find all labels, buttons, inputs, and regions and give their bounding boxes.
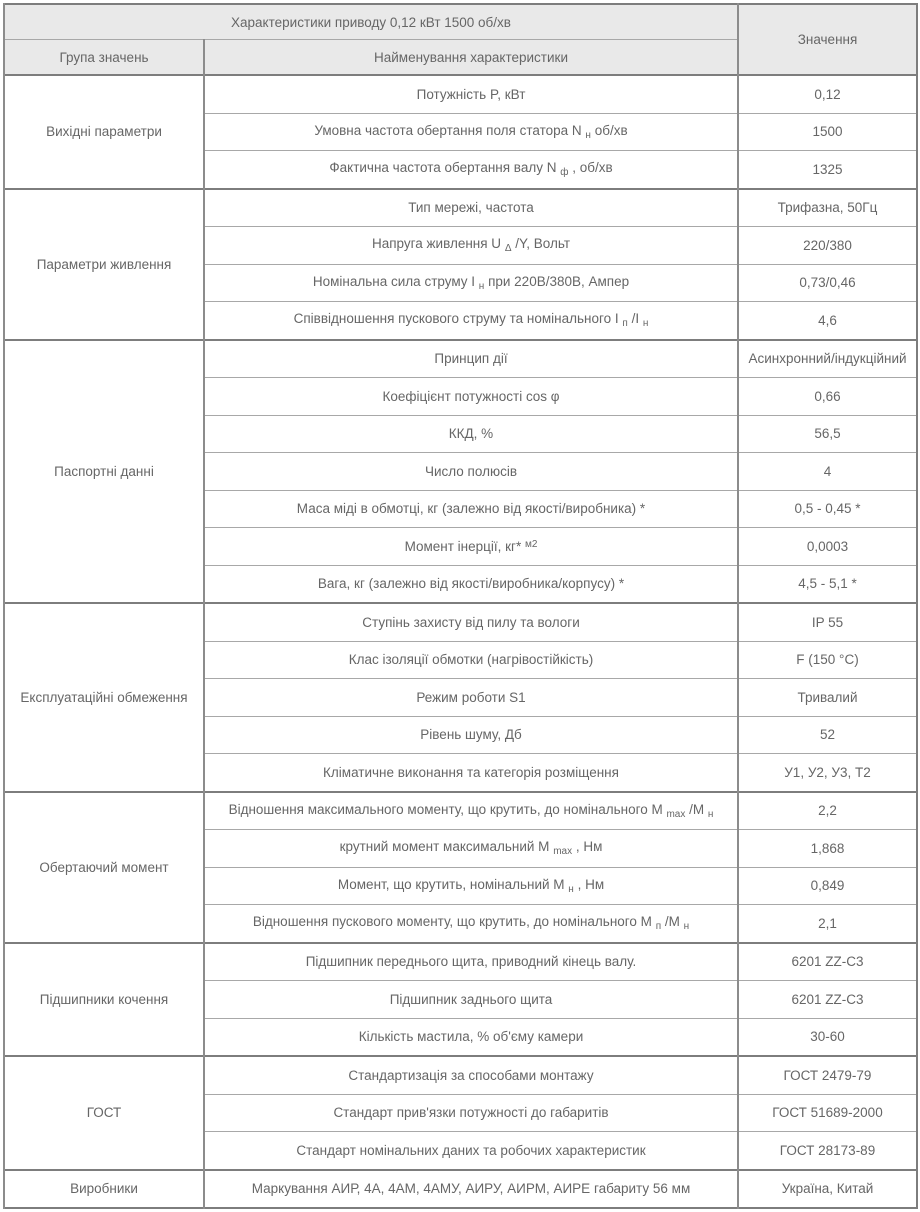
characteristic-cell: Стандартизація за способами монтажу xyxy=(204,1056,738,1094)
table-row xyxy=(4,1170,917,1209)
characteristic-cell: Момент інерції, кг* $^{м2}$ xyxy=(204,528,738,566)
value-cell: 30-60 xyxy=(738,1018,917,1056)
characteristic-column-header: Найменування характеристики xyxy=(204,40,738,76)
group-cell: Підшипники кочення xyxy=(4,943,204,1057)
subscript: max xyxy=(553,846,573,858)
characteristic-cell: Маса міді в обмотці, кг (залежно від якості/виробника) * xyxy=(204,490,738,528)
characteristic-cell: Рівень шуму, Дб xyxy=(204,716,738,754)
characteristic-cell: Кількість мастила, % об'єму камери xyxy=(204,1018,738,1056)
characteristic-cell: Тип мережі, частота xyxy=(204,189,738,227)
table-title: Характеристики приводу 0,12 кВт 1500 об/хв xyxy=(4,4,738,40)
characteristic-cell: Клас ізоляції обмотки (нагрівостійкість) xyxy=(204,641,738,679)
characteristic-cell: Момент, що крутить, номінальний M $_н$ , Нм xyxy=(204,867,738,905)
characteristic-cell: Підшипник переднього щита, приводний кінець валу. xyxy=(204,943,738,981)
value-cell: 1500 xyxy=(738,113,917,151)
value-cell: 0,73/0,46 xyxy=(738,264,917,302)
characteristic-cell: ККД, % xyxy=(204,415,738,453)
table-row xyxy=(4,189,917,227)
value-cell: 56,5 xyxy=(738,415,917,453)
characteristic-cell: Стандарт номінальних даних та робочих характеристик xyxy=(204,1132,738,1170)
value-cell: 4 xyxy=(738,453,917,491)
group-column-header: Група значень xyxy=(4,40,204,76)
spec-table xyxy=(3,3,918,1209)
value-cell: Асинхронний/індукційний xyxy=(738,340,917,378)
characteristic-cell: Співвідношення пускового струму та номінального I $_п$ /I $_н$ xyxy=(204,302,738,340)
characteristic-cell: Відношення пускового моменту, що крутить, до номінального M $_п$ /M $_н$ xyxy=(204,905,738,943)
subscript: п xyxy=(655,921,662,933)
table-row xyxy=(4,943,917,981)
characteristic-cell: Напруга живлення U $_\Delta$ /Y, Вольт xyxy=(204,227,738,265)
characteristic-cell: Ступінь захисту від пилу та вологи xyxy=(204,603,738,641)
characteristic-cell: Коефіцієнт потужності cos φ xyxy=(204,378,738,416)
table-row xyxy=(4,1056,917,1094)
subscript: max xyxy=(666,808,686,820)
characteristic-cell: Номінальна сила струму I $_н$ при 220В/380В, Ампер xyxy=(204,264,738,302)
value-cell: 0,0003 xyxy=(738,528,917,566)
superscript: м2 xyxy=(524,538,538,550)
value-cell: 2,2 xyxy=(738,792,917,830)
value-cell: 1325 xyxy=(738,151,917,189)
subscript: п xyxy=(622,318,628,330)
characteristic-cell: Принцип дії xyxy=(204,340,738,378)
characteristic-cell: Число полюсів xyxy=(204,453,738,491)
characteristic-cell: крутний момент максимальний M $_{max}$ , Нм xyxy=(204,830,738,868)
value-cell: 6201 ZZ-C3 xyxy=(738,943,917,981)
table-row xyxy=(4,603,917,641)
group-cell: ГОСТ xyxy=(4,1056,204,1170)
characteristic-cell: Режим роботи S1 xyxy=(204,679,738,717)
table-row xyxy=(4,340,917,378)
subscript: ф xyxy=(560,167,569,179)
subscript: н xyxy=(707,808,714,820)
subscript: н xyxy=(568,883,574,895)
subscript: н xyxy=(478,280,485,292)
value-cell: 4,5 - 5,1 * xyxy=(738,565,917,603)
characteristic-cell: Потужність P, кВт xyxy=(204,75,738,113)
value-cell: Тривалий xyxy=(738,679,917,717)
subscript: н xyxy=(683,921,690,933)
group-cell: Параметри живлення xyxy=(4,189,204,340)
value-cell: IP 55 xyxy=(738,603,917,641)
value-cell: 4,6 xyxy=(738,302,917,340)
table-row xyxy=(4,792,917,830)
value-cell: 0,66 xyxy=(738,378,917,416)
characteristic-cell: Маркування АИР, 4А, 4АМ, 4АМУ, АИРУ, АИРМ, АИРЕ габариту 56 мм xyxy=(204,1170,738,1209)
group-cell: Обертаючий момент xyxy=(4,792,204,943)
spec-table-head xyxy=(4,4,917,75)
value-cell: 2,1 xyxy=(738,905,917,943)
characteristic-cell: Підшипник заднього щита xyxy=(204,981,738,1019)
value-cell: 0,849 xyxy=(738,867,917,905)
value-cell: У1, У2, У3, Т2 xyxy=(738,754,917,792)
value-cell: Україна, Китай xyxy=(738,1170,917,1209)
characteristic-cell: Вага, кг (залежно від якості/виробника/корпусу) * xyxy=(204,565,738,603)
value-cell: ГОСТ 2479-79 xyxy=(738,1056,917,1094)
group-cell: Експлуатаційні обмеження xyxy=(4,603,204,792)
value-cell: 52 xyxy=(738,716,917,754)
characteristic-cell: Фактична частота обертання валу N $_ф$ , об/хв xyxy=(204,151,738,189)
value-column-header: Значення xyxy=(738,4,917,75)
value-cell: 220/380 xyxy=(738,227,917,265)
value-cell: ГОСТ 51689-2000 xyxy=(738,1094,917,1132)
value-cell: F (150 °C) xyxy=(738,641,917,679)
spec-table-body xyxy=(4,75,917,1208)
subscript: Δ xyxy=(504,243,512,255)
group-cell: Виробники xyxy=(4,1170,204,1209)
characteristic-cell: Відношення максимального моменту, що крутить, до номінального M $_{max}$ /M $_н$ xyxy=(204,792,738,830)
group-cell: Вихідні параметри xyxy=(4,75,204,189)
subscript: н xyxy=(585,129,591,141)
subscript: н xyxy=(642,318,649,330)
table-title-row xyxy=(4,4,917,40)
value-cell: 0,5 - 0,45 * xyxy=(738,490,917,528)
value-cell: 1,868 xyxy=(738,830,917,868)
characteristic-cell: Стандарт прив'язки потужності до габаритів xyxy=(204,1094,738,1132)
characteristic-cell: Умовна частота обертання поля статора N $_н$ об/хв xyxy=(204,113,738,151)
value-cell: 6201 ZZ-C3 xyxy=(738,981,917,1019)
table-row xyxy=(4,75,917,113)
group-cell: Паспортні данні xyxy=(4,340,204,604)
value-cell: 0,12 xyxy=(738,75,917,113)
value-cell: ГОСТ 28173-89 xyxy=(738,1132,917,1170)
characteristic-cell: Кліматичне виконання та категорія розміщення xyxy=(204,754,738,792)
value-cell: Трифазна, 50Гц xyxy=(738,189,917,227)
